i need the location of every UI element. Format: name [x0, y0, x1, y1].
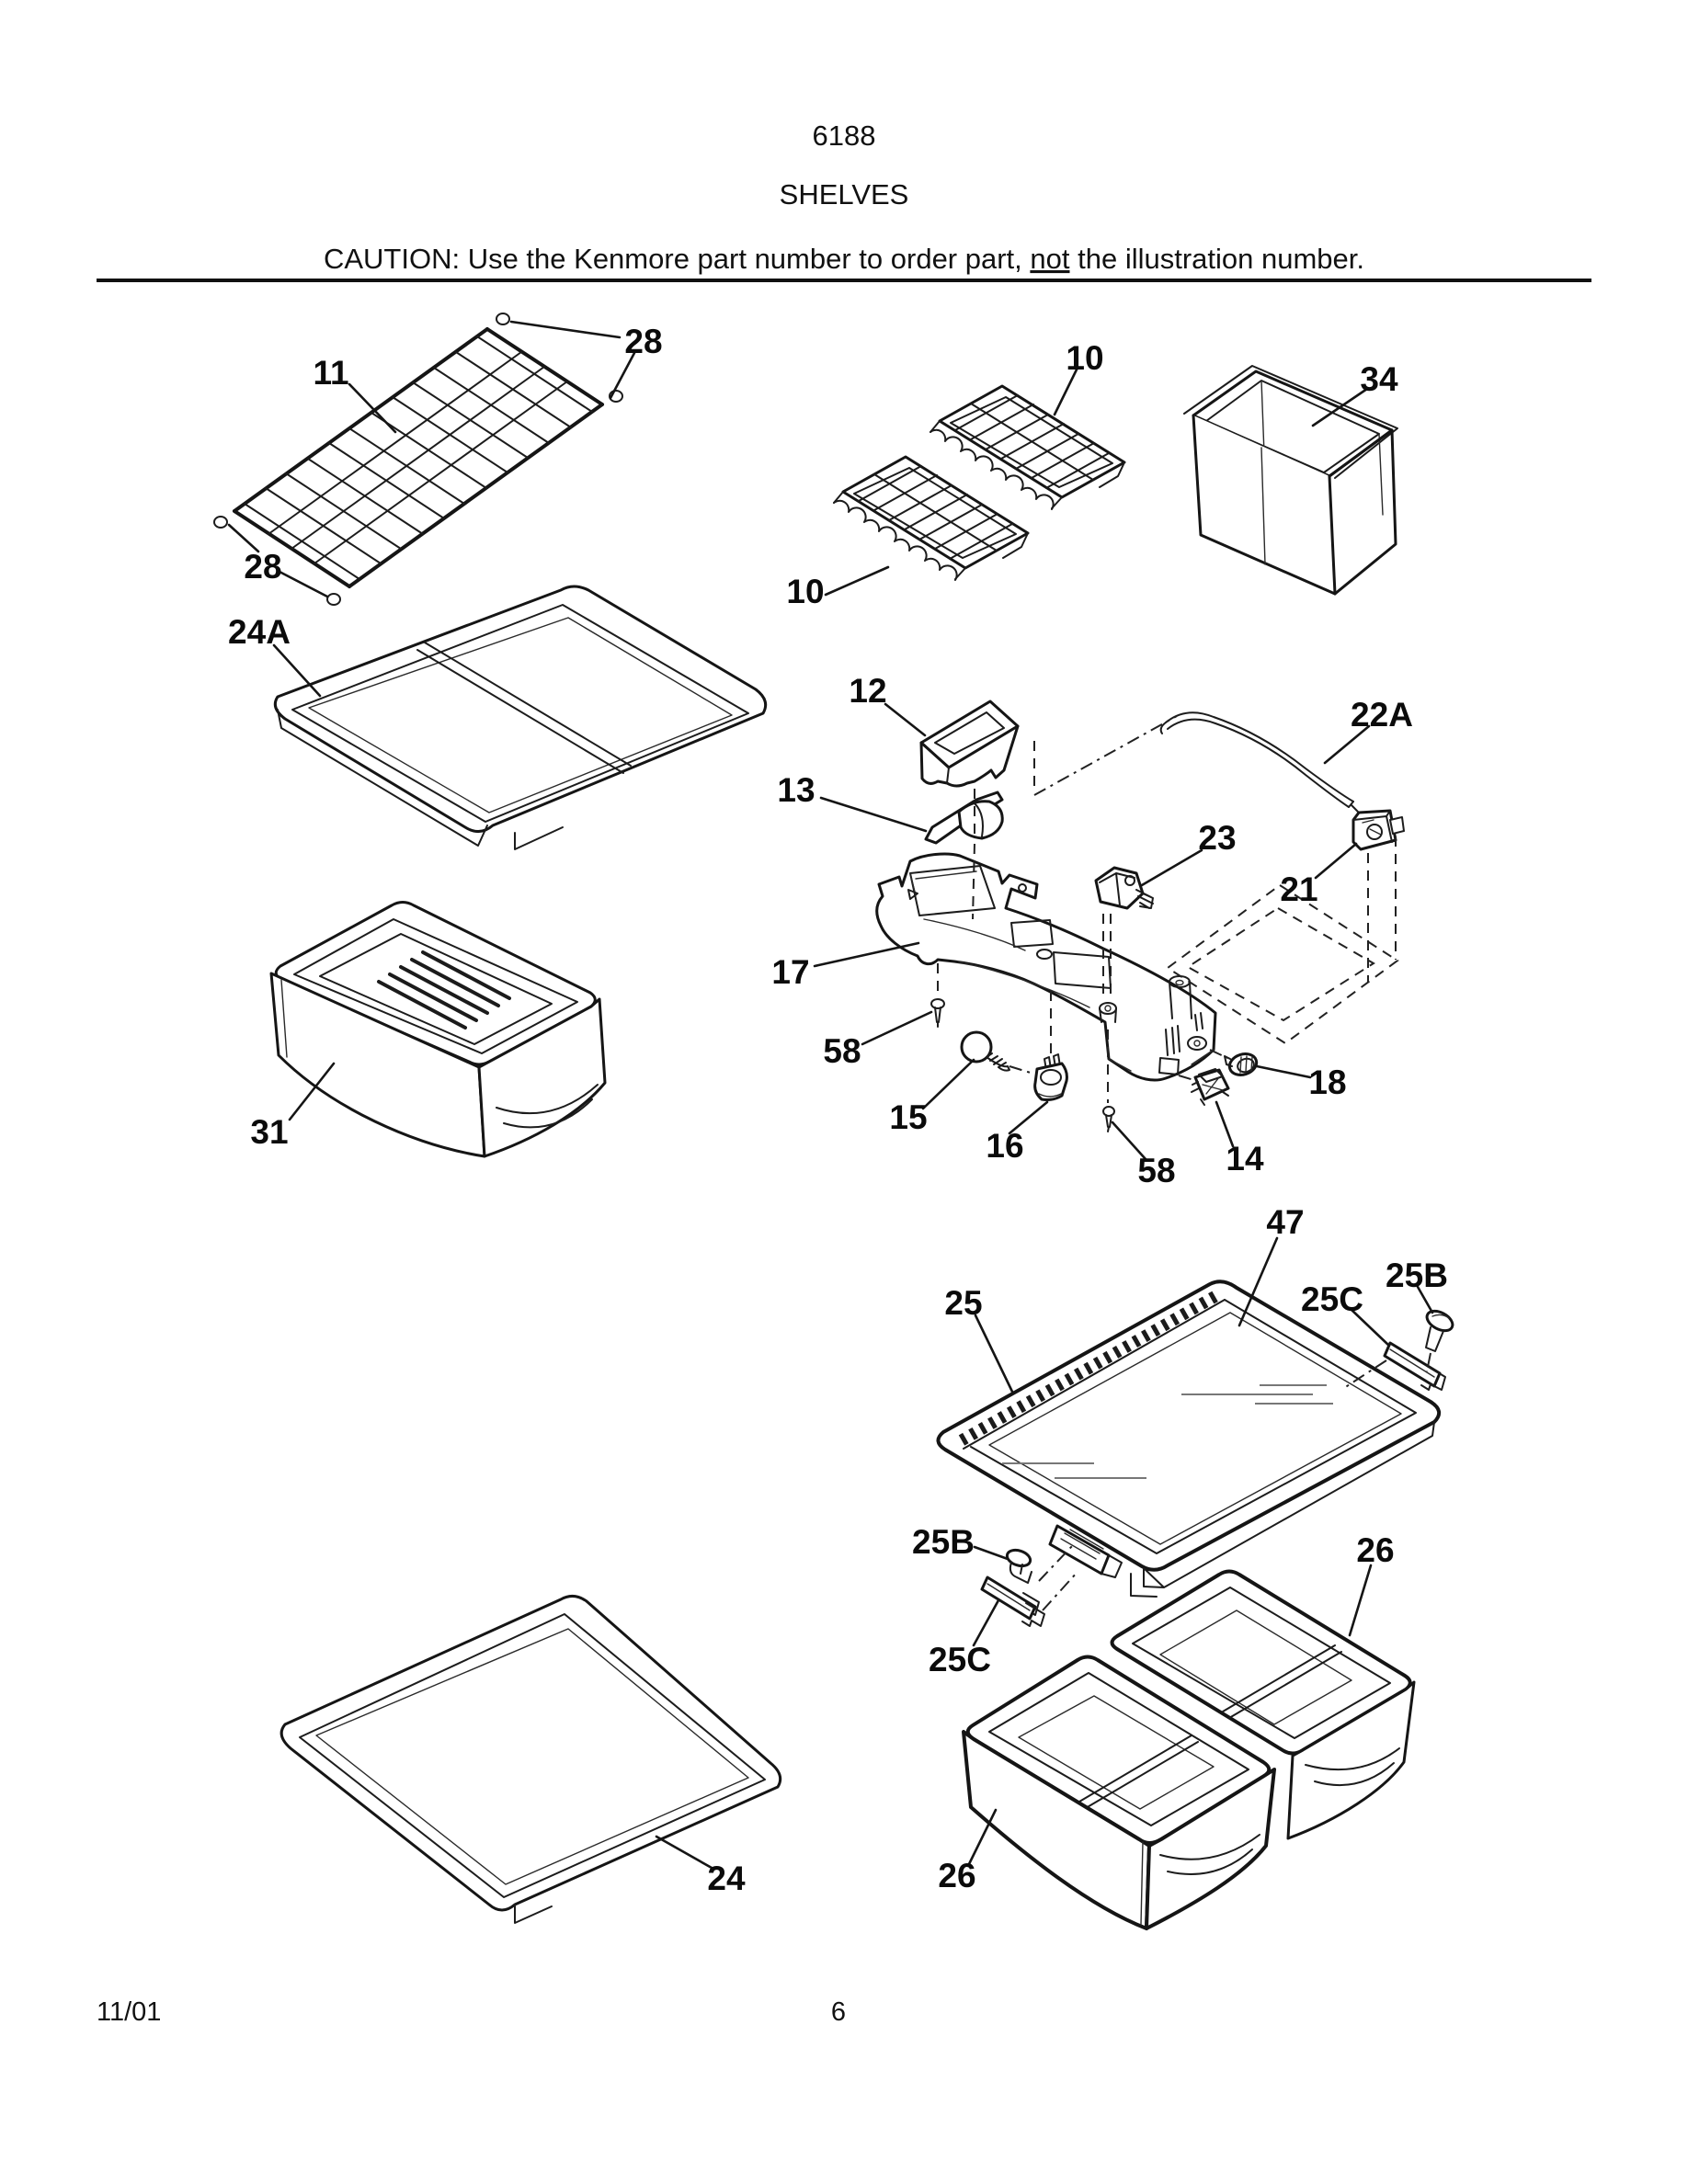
- screw-58b-drawing: [1103, 1107, 1114, 1132]
- callout-18: 18: [1308, 1064, 1347, 1101]
- callout-28-bottom: 28: [244, 548, 282, 586]
- callout-25c-top: 25C: [1301, 1280, 1363, 1318]
- callout-26-bottom: 26: [938, 1857, 976, 1894]
- switch-23-drawing: [1096, 868, 1153, 908]
- capillary-tube-drawing: [1161, 712, 1364, 820]
- callout-31: 31: [250, 1113, 289, 1151]
- crisper-31-drawing: [271, 903, 605, 1157]
- glass-shelf-lower-drawing: [281, 1596, 781, 1923]
- console-17-drawing: [877, 854, 1215, 1080]
- page-title: SHELVES: [779, 178, 909, 210]
- glass-shelf-upper-drawing: [275, 586, 765, 849]
- callout-24: 24: [707, 1860, 746, 1897]
- callout-34: 34: [1360, 360, 1398, 398]
- footer-date: 11/01: [97, 1997, 162, 2027]
- callout-25c-bottom: 25C: [929, 1641, 991, 1678]
- callout-10-upper: 10: [1066, 339, 1104, 377]
- socket-16-drawing: [1035, 1054, 1067, 1100]
- callout-28-top: 28: [624, 323, 663, 360]
- callout-23: 23: [1198, 819, 1237, 857]
- callout-17: 17: [771, 953, 810, 991]
- callout-58-left: 58: [823, 1032, 861, 1070]
- callout-15: 15: [889, 1098, 928, 1136]
- callout-11: 11: [313, 354, 349, 392]
- callout-25b-mid: 25B: [912, 1523, 975, 1561]
- caution-note: CAUTION: Use the Kenmore part number to order part, not the illustration number.: [323, 243, 1365, 275]
- ice-tray-lower-drawing: [834, 457, 1028, 580]
- lens-18-drawing: [1225, 1051, 1260, 1078]
- callout-22a: 22A: [1351, 696, 1413, 734]
- callout-47: 47: [1266, 1203, 1305, 1241]
- callout-21: 21: [1280, 870, 1318, 908]
- cover-plate-13-drawing: [926, 792, 1002, 843]
- callout-10-lower: 10: [786, 573, 825, 610]
- screw-58a-drawing: [931, 999, 944, 1027]
- freezer-bin-drawing: [1184, 366, 1397, 594]
- callout-25: 25: [944, 1284, 983, 1322]
- switch-14-drawing: [1192, 1069, 1228, 1105]
- callout-12: 12: [849, 672, 887, 710]
- callout-24a: 24A: [228, 613, 291, 651]
- callout-13: 13: [777, 771, 815, 809]
- callout-58-right: 58: [1137, 1152, 1176, 1189]
- footer-page-number: 6: [830, 1997, 847, 2027]
- page-model-number: 6188: [812, 119, 876, 152]
- callout-14: 14: [1226, 1140, 1264, 1177]
- ice-bucket-12-drawing: [921, 701, 1018, 786]
- callout-25b-top: 25B: [1386, 1257, 1448, 1294]
- callout-26-right: 26: [1356, 1531, 1395, 1569]
- callout-16: 16: [986, 1127, 1024, 1165]
